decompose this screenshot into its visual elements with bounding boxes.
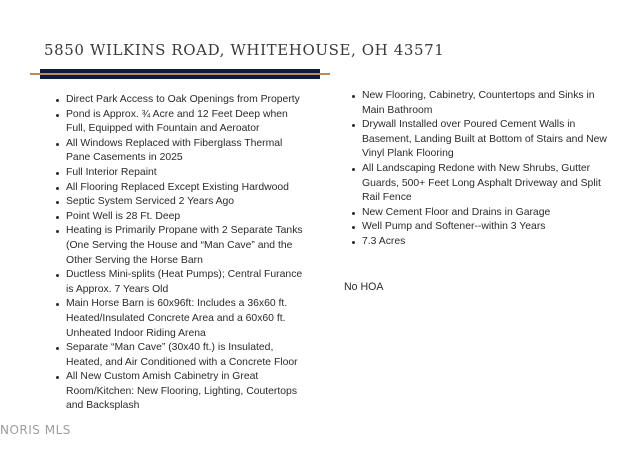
- divider-tan-line: [30, 73, 330, 75]
- feature-item: Pond is Approx. ¾ Acre and 12 Feet Deep when Full, Equipped with Fountain and Aeroator: [56, 108, 306, 137]
- feature-item: Point Well is 28 Ft. Deep: [56, 210, 306, 225]
- hoa-note: No HOA: [344, 281, 384, 293]
- feature-item: 7.3 Acres: [352, 235, 614, 250]
- header-divider: [30, 69, 330, 79]
- features-list-left: [56, 93, 306, 414]
- feature-item: All Landscaping Redone with New Shrubs, Gutter Guards, 500+ Feet Long Asphalt Driveway and Split Rail Fence: [352, 162, 614, 206]
- feature-item: New Flooring, Cabinetry, Countertops and Sinks in Main Bathroom: [352, 89, 614, 118]
- feature-item: All New Custom Amish Cabinetry in Great Room/Kitchen: New Flooring, Lighting, Coutertops and Backsplash: [56, 370, 306, 414]
- mls-watermark: NORIS MLS: [0, 423, 71, 437]
- feature-item: Main Horse Barn is 60x96ft: Includes a 36x60 ft. Heated/Insulated Concrete Area and a 60x60 ft. Unheated Indoor Riding Arena: [56, 297, 306, 341]
- feature-item: Septic System Serviced 2 Years Ago: [56, 195, 306, 210]
- feature-item: Ductless Mini-splits (Heat Pumps); Central Furance is Approx. 7 Years Old: [56, 268, 306, 297]
- features-list-right: [352, 89, 614, 250]
- feature-item: Direct Park Access to Oak Openings from Property: [56, 93, 306, 108]
- feature-item: Drywall Installed over Poured Cement Walls in Basement, Landing Built at Bottom of Stairs and New Vinyl Plank Flooring: [352, 118, 614, 162]
- feature-item: Heating is Primarily Propane with 2 Separate Tanks (One Serving the House and “Man Cave” and the Other Serving the Horse Barn: [56, 224, 306, 268]
- feature-item: All Windows Replaced with Fiberglass Thermal Pane Casements in 2025: [56, 137, 306, 166]
- feature-item: Separate “Man Cave” (30x40 ft.) is Insulated, Heated, and Air Conditioned with a Concrete Floor: [56, 341, 306, 370]
- feature-item: New Cement Floor and Drains in Garage: [352, 206, 614, 221]
- feature-item: All Flooring Replaced Except Existing Hardwood: [56, 181, 306, 196]
- feature-item: Full Interior Repaint: [56, 166, 306, 181]
- feature-item: Well Pump and Softener--within 3 Years: [352, 220, 614, 235]
- property-address-title: 5850 WILKINS ROAD, WHITEHOUSE, OH 43571: [44, 41, 445, 59]
